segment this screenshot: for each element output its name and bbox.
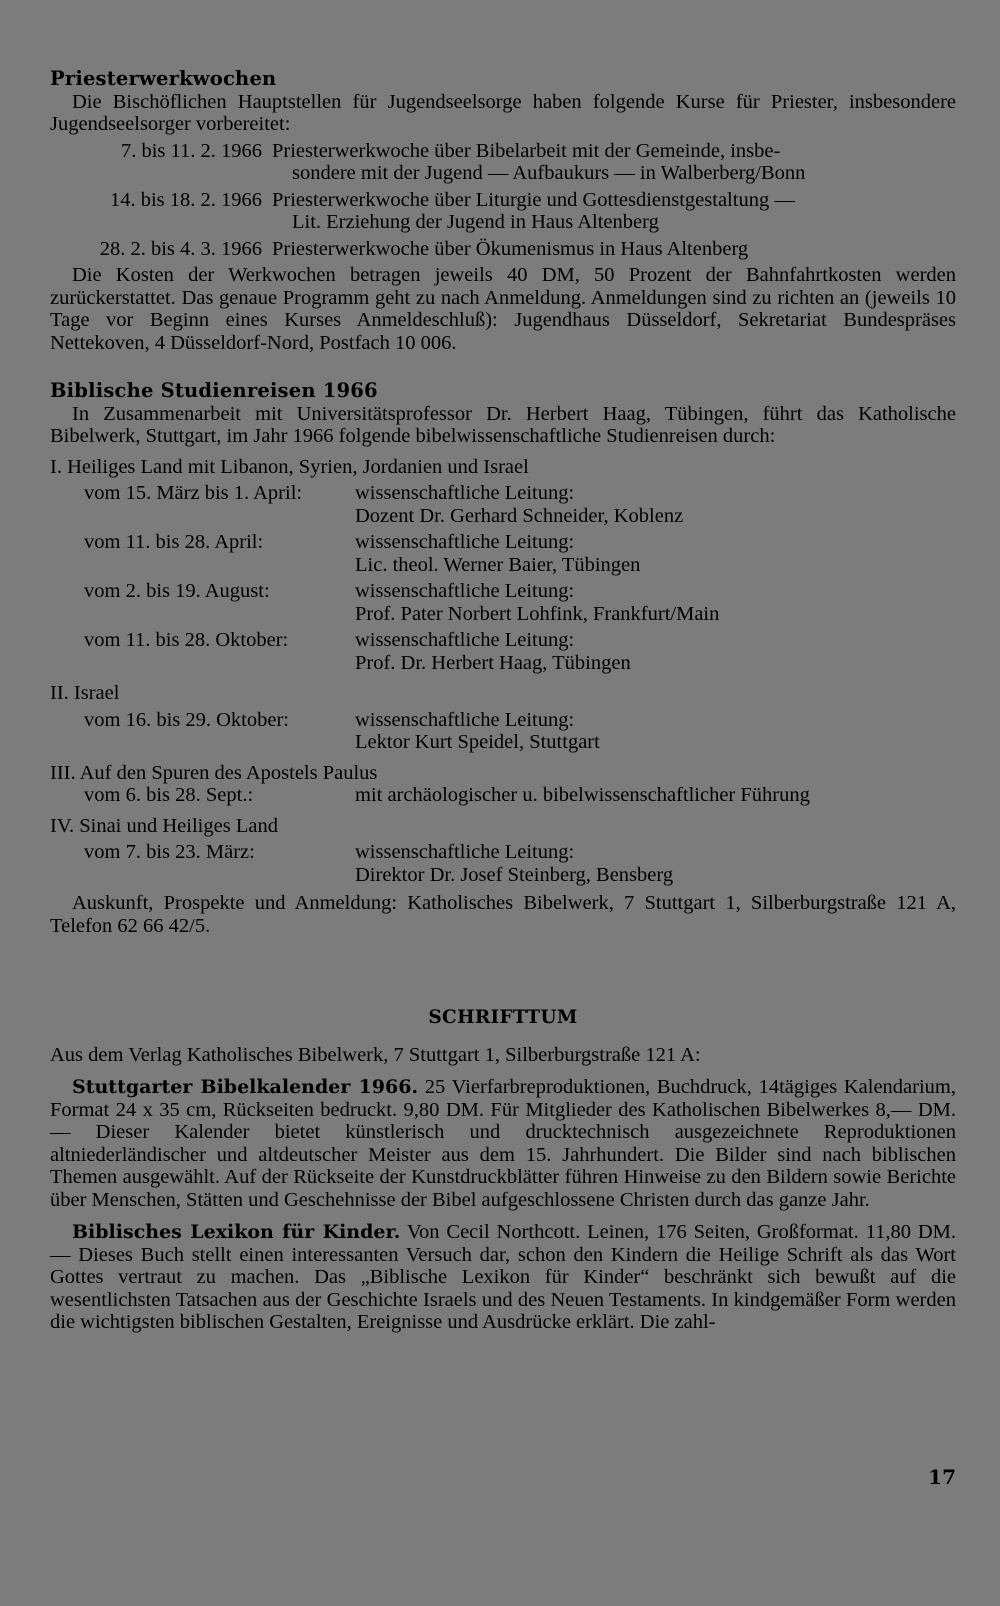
trip-date: vom 6. bis 28. Sept.: — [84, 784, 254, 806]
schedule-row — [50, 140, 956, 185]
schedule-row — [50, 189, 956, 234]
trip-lead: mit archäologischer u. bibelwissenschaftlicher Führung — [355, 784, 810, 806]
route-2-title: II. Israel — [50, 682, 120, 704]
schedule-date: 7. bis 11. 2. 1966 — [120, 139, 262, 162]
trip-leader: Lektor Kurt Speidel, Stuttgart — [355, 731, 600, 753]
trip-lead: wissenschaftliche Leitung: — [355, 708, 575, 731]
schedule-text-cont: Lit. Erziehung der Jugend in Haus Altenberg — [292, 211, 659, 233]
trip-lead: wissenschaftliche Leitung: — [355, 531, 575, 553]
trip-date: vom 11. bis 28. Oktober: — [84, 629, 289, 651]
book-description: Von Cecil Northcott. Leinen, 176 Seiten, Großformat. 11,80 DM. — Dieses Buch stellt einen interessanten Versuch dar, schon den Kindern die Heilige Schrift als das Wort Gottes vertraut zu machen. Das „Biblische Lexikon für Kinder“ beschränkt sich bewußt auf die wesentlichsten Tatsachen aus der Geschichte Israels und des Neuen Testaments. In kindgemäßer Form werden die wichtigsten biblischen Gestalten, Ereignisse und Ausdrücke erklärt. Die zahl- — [50, 1221, 956, 1333]
book-title: Stuttgarter Bibelkalender 1966. — [72, 1076, 419, 1098]
trip-leader: Direktor Dr. Josef Steinberg, Bensberg — [355, 863, 674, 886]
trip-leader: Prof. Dr. Herbert Haag, Tübingen — [355, 651, 631, 674]
trip-leader: Prof. Pater Norbert Lohfink, Frankfurt/Main — [355, 602, 720, 625]
schrifttum-heading: SCHRIFTTUM — [428, 1007, 578, 1028]
trip-row — [50, 482, 956, 527]
book-title: Biblisches Lexikon für Kinder. — [72, 1221, 401, 1243]
schedule-text-cont: sondere mit der Jugend — Aufbaukurs — in Walberberg/Bonn — [292, 162, 806, 184]
contact-paragraph: Auskunft, Prospekte und Anmeldung: Katholisches Bibelwerk, 7 Stuttgart 1, Silberburgstraße 121 A, Telefon 62 66 42/5. — [50, 892, 956, 937]
schedule-row — [50, 238, 956, 261]
trip-lead: wissenschaftliche Leitung: — [355, 482, 575, 504]
publisher-line: Aus dem Verlag Katholisches Bibelwerk, 7 Stuttgart 1, Silberburgstraße 121 A: — [50, 1043, 701, 1066]
route-4-title: IV. Sinai und Heiliges Land — [50, 814, 278, 837]
section-heading-priesterwerkwochen: Priesterwerkwochen — [50, 67, 277, 90]
schedule-text: Priesterwerkwoche über Ökumenismus in Haus Altenberg — [272, 237, 749, 260]
trip-row — [50, 784, 956, 807]
costs-paragraph: Die Kosten der Werkwochen betragen jeweils 40 DM, 50 Prozent der Bahnfahrtkosten werden zurückerstattet. Das genaue Programm geht zu nach Anmeldung. Anmeldungen sind zu richten an (jeweils 10 Tage vor Beginn eines Kurses Anmeldeschluß): Jugendhaus Düsseldorf, Sekretariat Bundespräses Nettekoven, 4 Düsseldorf-Nord, Postfach 10 006. — [50, 264, 956, 354]
section-heading-studienreisen: Biblische Studienreisen 1966 — [50, 379, 378, 402]
schedule-text: Priesterwerkwoche über Liturgie und Gottesdienstgestaltung — — [272, 188, 795, 211]
route-3-title: III. Auf den Spuren des Apostels Paulus — [50, 761, 378, 784]
trip-row — [50, 531, 956, 576]
intro-paragraph: Die Bischöflichen Hauptstellen für Jugendseelsorge haben folgende Kurse für Priester, insbesondere Jugendseelsorger vorbereitet: — [50, 90, 956, 135]
trip-lead: wissenschaftliche Leitung: — [355, 841, 575, 863]
trip-row — [50, 580, 956, 625]
page-number: 17 — [928, 1465, 956, 1489]
trip-lead: wissenschaftliche Leitung: — [355, 629, 575, 651]
trip-row — [50, 709, 956, 754]
trip-date: vom 16. bis 29. Oktober: — [84, 708, 289, 731]
trip-date: vom 7. bis 23. März: — [84, 841, 255, 863]
book-description: 25 Vierfarbreproduktionen, Buchdruck, 14tägiges Kalendarium, Format 24 x 35 cm, Rückseiten bedruckt. 9,80 DM. Für Mitglieder des Katholischen Bibelwerkes 8,— DM. — Dieser Kalender bietet künstlerisch und drucktechnisch ausgezeichnete Reproduktionen altniederländischer und altdeutscher Meister aus dem 15. Jahrhundert. Die Bilder sind nach biblischen Themen ausgewählt. Auf der Rückseite der Kunstdruckblätter führen Hinweise zu den Bildern sowie Berichte über Menschen, Stätten und Geschehnisse der Bibel aufgeschlossene Christen durch das ganze Jahr. — [50, 1076, 956, 1211]
book-entry-kalender — [50, 1076, 956, 1211]
trip-leader: Dozent Dr. Gerhard Schneider, Koblenz — [355, 504, 684, 527]
trip-date: vom 2. bis 19. August: — [84, 580, 270, 602]
trip-row — [50, 841, 956, 886]
trip-lead: wissenschaftliche Leitung: — [355, 580, 575, 602]
schedule-text: Priesterwerkwoche über Bibelarbeit mit der Gemeinde, insbe- — [272, 139, 781, 162]
trip-date: vom 15. März bis 1. April: — [84, 482, 303, 504]
studienreisen-intro: In Zusammenarbeit mit Universitätsprofessor Dr. Herbert Haag, Tübingen, führt das Katholische Bibelwerk, Stuttgart, im Jahr 1966 folgende bibelwissenschaftliche Studienreisen durch: — [50, 402, 956, 447]
book-entry-lexikon — [50, 1221, 956, 1334]
trip-date: vom 11. bis 28. April: — [84, 531, 264, 553]
trip-row — [50, 629, 956, 674]
schedule-date: 14. bis 18. 2. 1966 — [109, 188, 262, 211]
route-1-title: I. Heiliges Land mit Libanon, Syrien, Jordanien und Israel — [50, 455, 529, 478]
course-schedule — [50, 140, 956, 261]
schedule-date: 28. 2. bis 4. 3. 1966 — [99, 237, 262, 260]
page-content — [50, 68, 956, 1334]
trip-leader: Lic. theol. Werner Baier, Tübingen — [355, 553, 641, 576]
